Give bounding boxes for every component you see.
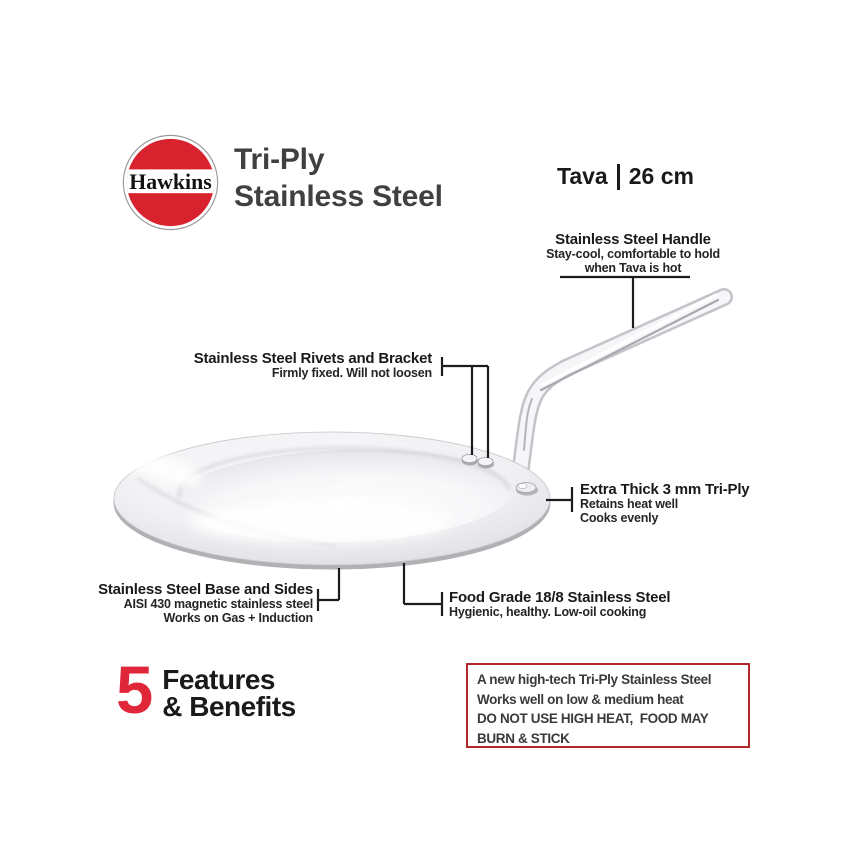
handle: [521, 295, 724, 467]
callout-handle-line1: Stay-cool, comfortable to hold: [546, 247, 720, 261]
callout-base-line2: Works on Gas + Induction: [163, 610, 313, 625]
callout-triply: [580, 481, 795, 525]
callout-base-title: Stainless Steel Base and Sides: [98, 581, 313, 598]
usage-notice-box: [466, 663, 750, 748]
callout-handle: [523, 231, 743, 275]
pan-body: [113, 432, 550, 570]
product-name: Tava: [557, 163, 608, 189]
rivet-2: [478, 457, 493, 465]
bracket-rivet: [518, 483, 527, 488]
callout-base: [43, 581, 313, 625]
callout-handle-title: Stainless Steel Handle: [555, 231, 711, 248]
notice-line2: Works well on low & medium heat: [477, 691, 684, 707]
logo-wordmark: Hawkins: [129, 169, 212, 194]
callout-triply-line2: Cooks evenly: [580, 510, 659, 525]
callout-rivets-title: Stainless Steel Rivets and Bracket: [193, 350, 432, 367]
notice-line1: A new high-tech Tri-Ply Stainless Steel: [477, 672, 712, 687]
callout-triply-title: Extra Thick 3 mm Tri-Ply: [580, 481, 750, 498]
callout-handle-line2: when Tava is hot: [584, 260, 682, 275]
product-title-line1: Tri-Ply: [234, 143, 325, 176]
product-size: 26 cm: [628, 163, 694, 189]
callout-rivets-line1: Firmly fixed. Will not loosen: [271, 366, 432, 380]
product-title-line2: Stainless Steel: [234, 180, 443, 213]
features-label-line2: & Benefits: [162, 690, 296, 722]
callout-triply-line1: Retains heat well: [580, 497, 679, 511]
features-count: 5: [116, 653, 154, 728]
callout-line-triply: [546, 487, 572, 512]
callout-rivets: [162, 350, 432, 381]
handle-body: [521, 297, 724, 467]
features-label: [162, 664, 296, 722]
handle-highlight: [542, 295, 716, 385]
rivet-1: [462, 454, 477, 462]
callout-line-foodgrade: [404, 563, 442, 616]
callout-foodgrade-line1: Hygienic, healthy. Low-oil cooking: [449, 605, 647, 619]
callout-base-line1: AISI 430 magnetic stainless steel: [123, 597, 313, 611]
pan-center-highlight: [190, 503, 450, 543]
features-benefits-block: [116, 653, 296, 728]
notice-line4: BURN & STICK: [477, 730, 570, 746]
callout-foodgrade: [449, 589, 714, 620]
features-label-line1: Features: [162, 664, 275, 695]
callout-foodgrade-title: Food Grade 18/8 Stainless Steel: [449, 589, 671, 606]
callout-line-base: [318, 568, 339, 611]
notice-line3: DO NOT USE HIGH HEAT, FOOD MAY: [477, 711, 709, 726]
handle-slot: [541, 300, 718, 390]
